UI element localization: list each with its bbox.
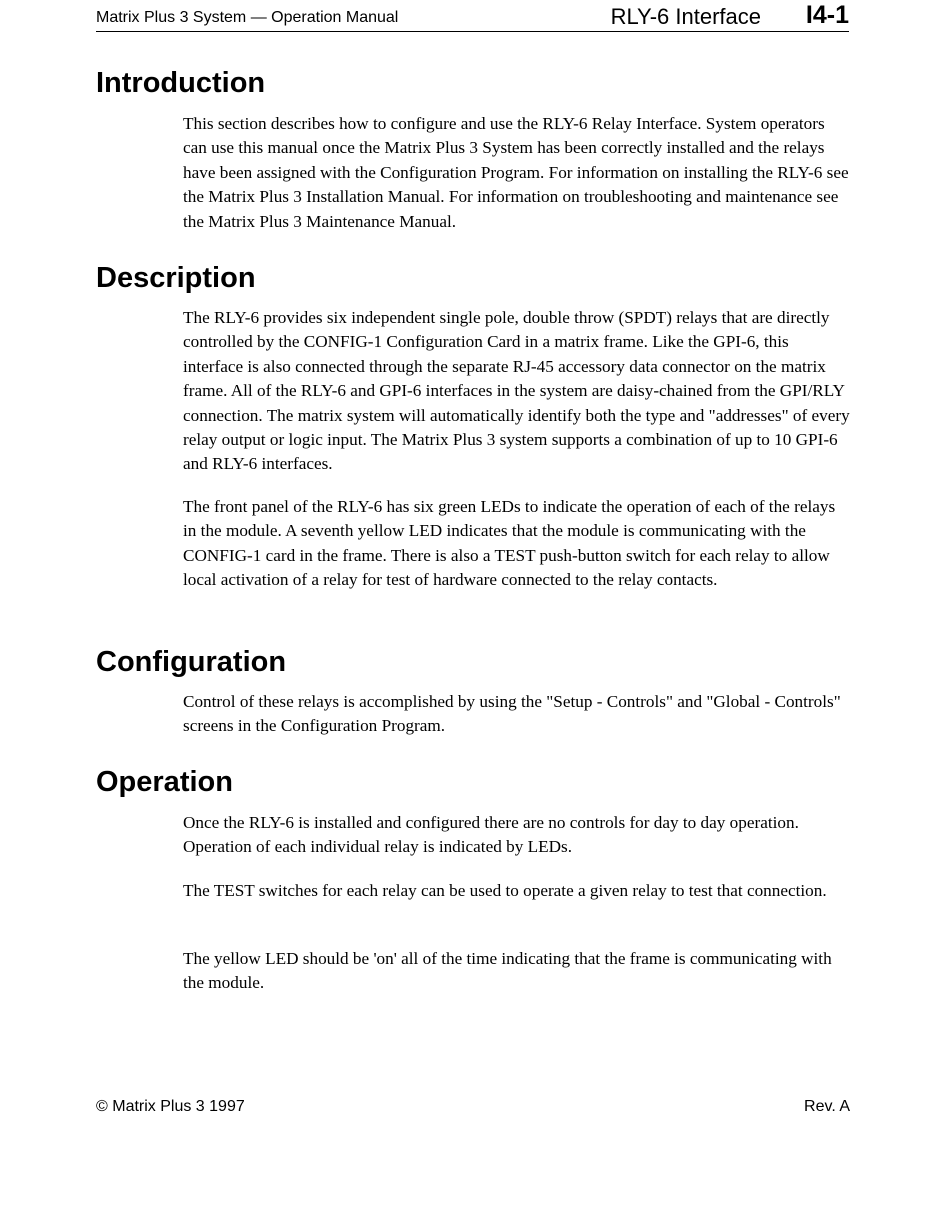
footer-revision: Rev. A xyxy=(804,1098,850,1115)
description-paragraph-2: The front panel of the RLY-6 has six green LEDs to indicate the operation of each of the relays in the module. A seventh yellow LED indicates that the module is communicating with the CONFIG-1 card in the frame. There is also a TEST push-button switch for each relay to allow local activation of a relay for test of hardware connected to the relay contacts. xyxy=(183,497,836,590)
configuration-heading: Configuration xyxy=(96,646,287,678)
introduction-heading: Introduction xyxy=(96,67,266,99)
operation-heading: Operation xyxy=(96,766,233,798)
description-paragraph-1: The RLY-6 provides six independent single pole, double throw (SPDT) relays that are directly controlled by the CONFIG-1 Configuration Card in a matrix frame. Like the GPI-6, this interface is also connected through the separate RJ-45 accessory data connector on the matrix frame. All of the RLY-6 and GPI-6 interfaces in the system are daisy-chained from the GPI/RLY connection. The matrix system will automatically identify both the type and "addresses" of every relay output or logic input. The Matrix Plus 3 system supports a combination of up to 10 GPI-6 and RLY-6 interfaces. xyxy=(183,308,850,474)
page-number: I4-1 xyxy=(805,1,849,29)
operation-paragraph-1: Once the RLY-6 is installed and configured there are no controls for day to day operation. Operation of each individual relay is indicated by LEDs. xyxy=(183,813,799,857)
introduction-paragraph: This section describes how to configure and use the RLY-6 Relay Interface. System operators can use this manual once the Matrix Plus 3 System has been correctly installed and the relays have been assigned with the Configuration Program. For information on installing the RLY-6 see the Matrix Plus 3 Installation Manual. For information on troubleshooting and maintenance see the Matrix Plus 3 Maintenance Manual. xyxy=(183,114,849,231)
section-title: RLY-6 Interface xyxy=(610,4,761,29)
page-header xyxy=(96,0,849,32)
footer-copyright: © Matrix Plus 3 1997 xyxy=(96,1098,245,1115)
description-heading: Description xyxy=(96,262,256,294)
operation-paragraph-2: The TEST switches for each relay can be used to operate a given relay to test that connection. xyxy=(183,881,827,900)
operation-paragraph-3: The yellow LED should be 'on' all of the time indicating that the frame is communicating with the module. xyxy=(183,949,832,993)
configuration-paragraph: Control of these relays is accomplished by using the "Setup - Controls" and "Global - Controls" screens in the Configuration Program. xyxy=(183,692,841,736)
manual-title: Matrix Plus 3 System — Operation Manual xyxy=(96,9,399,26)
